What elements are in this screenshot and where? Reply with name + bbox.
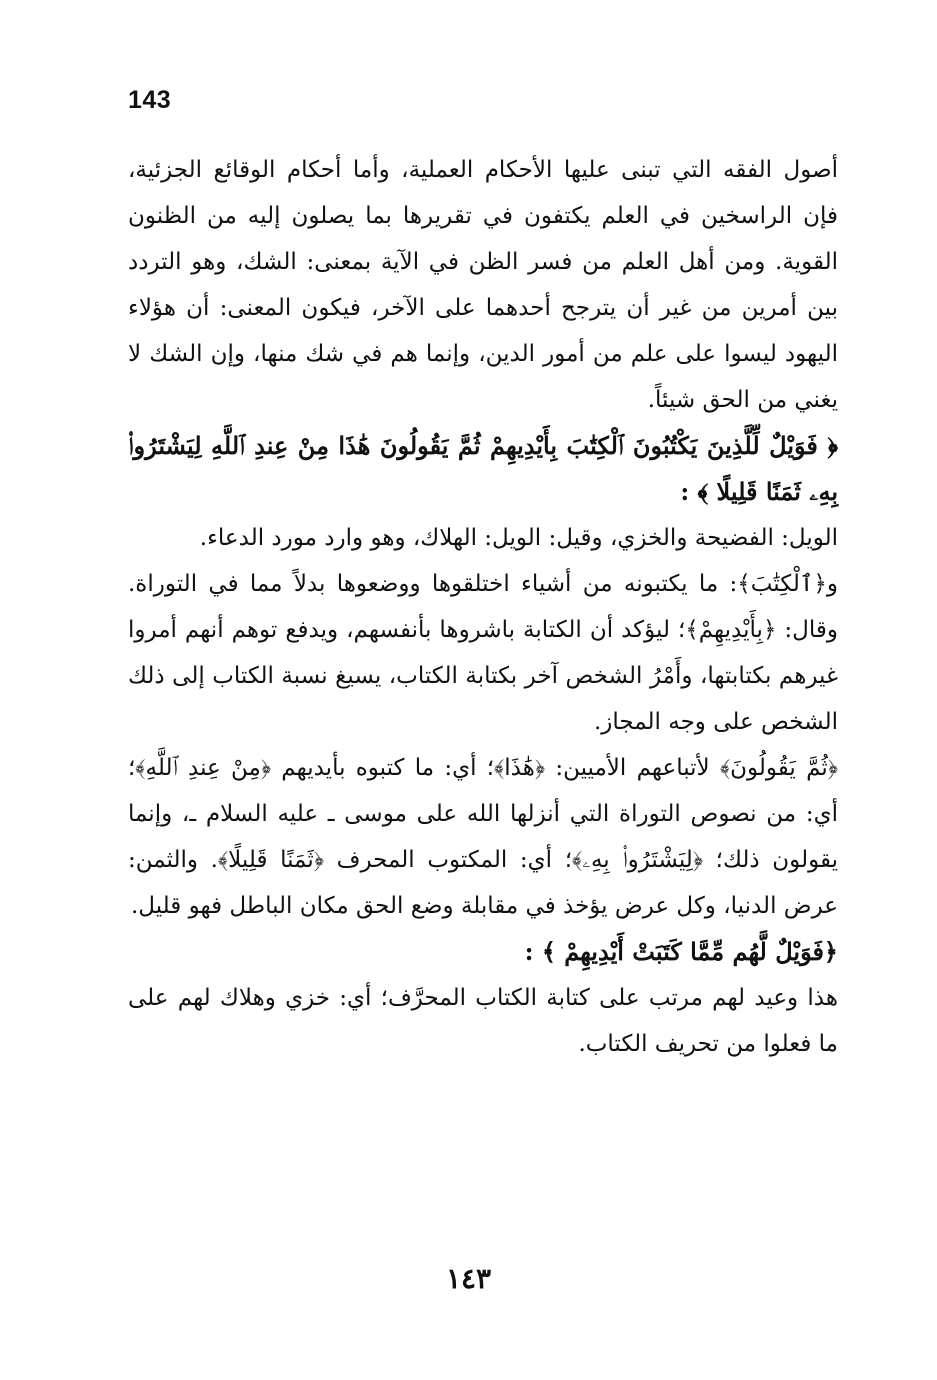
paragraph-kitab: و﴿ٱلْكِتَٰبَ﴾: ما يكتبونه من أشياء اختلقوها ووضعوها بدلاً مما في التوراة. وقال: ﴿بِأَيْدِيهِمْ﴾؛ ليؤكد أن الكتابة باشروها بأنفسهم، ويدفع توهم أنهم أمروا غيرهم بكتابتها، وأَمْرُ الشخص آخر بكتابة الكتاب، يسيغ نسبة الكتاب إلى ذلك الشخص على وجه المجاز. [128, 571, 838, 735]
page-number-latin: 143 [128, 86, 172, 114]
paragraph-wayl: الويل: الفضيحة والخزي، وقيل: الويل: الهلاك، وهو وارد مورد الدعاء. [199, 525, 838, 551]
paragraph-intro: أصول الفقه التي تبنى عليها الأحكام العملية، وأما أحكام الوقائع الجزئية، فإن الراسخين في العلم يكتفون في تقريرها بما يصلون إليه من الظنون القوية. ومن أهل العلم من فسر الظن في الآية بمعنى: الشك، وهو التردد بين أمرين من غير أن يترجح أحدهما على الآخر، فيكون المعنى: أن هؤلاء اليهود ليسوا على علم من أمور الدين، وإنما هم في شك منها، وإن الشك لا يغني من الحق شيئاً. [128, 157, 838, 413]
paragraph-yaqulun: ﴿ثُمَّ يَقُولُونَ﴾ لأتباعهم الأميين: ﴿هَٰذَا﴾؛ أي: ما كتبوه بأيديهم ﴿مِنْ عِندِ ٱللَّهِ﴾؛ أي: من نصوص التوراة التي أنزلها الله على موسى ـ عليه السلام ـ، وإنما يقولون ذلك؛ ﴿لِيَشْتَرُوا۟ بِهِۦ﴾؛ أي: المكتوب المحرف ﴿ثَمَنًا قَلِيلًا﴾. والثمن: عرض الدنيا، وكل عرض يؤخذ في مقابلة وضع الحق مكان الباطل فهو قليل. [128, 755, 838, 919]
page-body [128, 147, 838, 1067]
quran-verse-2: ﴿فَوَيْلٌ لَّهُم مِّمَّا كَتَبَتْ أَيْدِيهِمْ ﴾ : [524, 937, 838, 966]
quran-verse-1: ﴿ فَوَيْلٌ لِّلَّذِينَ يَكْتُبُونَ ٱلْكِتَٰبَ بِأَيْدِيهِمْ ثُمَّ يَقُولُونَ هَٰذَا مِنْ عِندِ ٱللَّهِ لِيَشْتَرُوا۟ بِهِۦ ثَمَنًا قَلِيلًا ﴾ : [128, 431, 838, 506]
paragraph-waid: هذا وعيد لهم مرتب على كتابة الكتاب المحرَّف؛ أي: خزي وهلاك لهم على ما فعلوا من تحريف الكتاب. [128, 985, 838, 1057]
page-number-arabic: ١٤٣ [445, 1262, 492, 1295]
